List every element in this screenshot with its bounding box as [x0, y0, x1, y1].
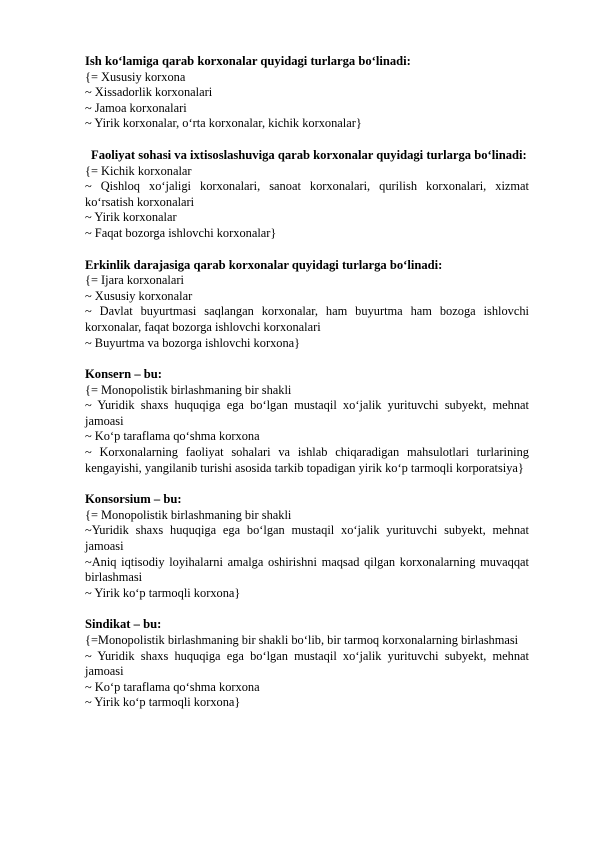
question-block-6	[85, 617, 529, 711]
answer-option: ~ Yuridik shaxs huquqiga ega bo‘lgan mustaqil xo‘jalik yurituvchi subyekt, mehnat jamoasi	[85, 648, 529, 679]
answer-option: ~ Ko‘p taraflama qo‘shma korxona	[85, 429, 260, 444]
answer-option: ~Aniq iqtisodiy loyihalarni amalga oshirishni maqsad qilgan korxonalarning muvaqqat birlashmasi	[85, 554, 529, 585]
answer-option: {= Monopolistik birlashmaning bir shakli	[85, 382, 292, 397]
question-block-3	[85, 258, 529, 352]
answer-option: ~ Yirik korxonalar	[85, 210, 177, 225]
question-block-5	[85, 492, 529, 601]
answer-option: ~ Ko‘p taraflama qo‘shma korxona	[85, 679, 260, 694]
answer-option: ~ Davlat buyurtmasi saqlangan korxonalar, ham buyurtma ham bozoga ishlovchi korxonalar, faqat bozorga ishlovchi korxonalari	[85, 304, 529, 334]
question-block-2	[85, 148, 529, 242]
question-title: Ish ko‘lamiga qarab korxonalar quyidagi turlarga bo‘linadi:	[85, 54, 411, 68]
answer-option: ~ Jamoa korxonalari	[85, 100, 187, 115]
answer-option: ~Yuridik shaxs huquqiga ega bo‘lgan mustaqil xo‘jalik yurituvchi subyekt, mehnat jamoasi	[85, 523, 529, 554]
answer-option: ~ Xissadorlik korxonalari	[85, 85, 213, 100]
question-title: Erkinlik darajasiga qarab korxonalar quyidagi turlarga bo‘linadi:	[85, 257, 443, 272]
answer-option: ~ Buyurtma va bozorga ishlovchi korxona}	[85, 335, 301, 350]
question-block-4	[85, 367, 529, 476]
answer-option: ~ Yirik ko‘p tarmoqli korxona}	[85, 585, 241, 600]
question-block-1	[85, 54, 529, 132]
answer-option: ~ Yirik korxonalar, o‘rta korxonalar, kichik korxonalar}	[85, 116, 362, 131]
answer-option: ~ Yuridik shaxs huquqiga ega bo‘lgan mustaqil xo‘jalik yurituvchi subyekt, mehnat jamoasi	[85, 398, 529, 428]
answer-option: {= Xususiy korxona	[85, 69, 186, 84]
answer-option: ~ Korxonalarning faoliyat sohalari va ishlab chiqaradigan mahsulotlari turlarining kengayishi, yangilanib turishi asosida tarkib topadigan yirik ko‘p tarmoqli korporatsiya}	[85, 445, 529, 475]
document-page	[85, 54, 529, 727]
answer-option: ~ Xususiy korxonalar	[85, 288, 193, 303]
answer-option: {=Monopolistik birlashmaning bir shakli bo‘lib, bir tarmoq korxonalarning birlashmasi	[85, 633, 519, 647]
question-title: Konsorsium – bu:	[85, 492, 182, 507]
answer-option: ~ Yirik ko‘p tarmoqli korxona}	[85, 695, 241, 710]
answer-option: ~ Qishloq xo‘jaligi korxonalari, sanoat korxonalari, qurilish korxonalari, xizmat ko‘rsatish korxonalari	[85, 179, 529, 209]
answer-option: ~ Faqat bozorga ishlovchi korxonalar}	[85, 225, 277, 240]
question-title: Konsern – bu:	[85, 367, 162, 382]
answer-option: {= Ijara korxonalari	[85, 273, 184, 288]
question-title: Faoliyat sohasi va ixtisoslashuviga qarab korxonalar quyidagi turlarga bo‘linadi:	[91, 147, 527, 162]
question-title: Sindikat – bu:	[85, 617, 162, 632]
answer-option: {= Monopolistik birlashmaning bir shakli	[85, 507, 292, 522]
answer-option: {= Kichik korxonalar	[85, 163, 192, 178]
